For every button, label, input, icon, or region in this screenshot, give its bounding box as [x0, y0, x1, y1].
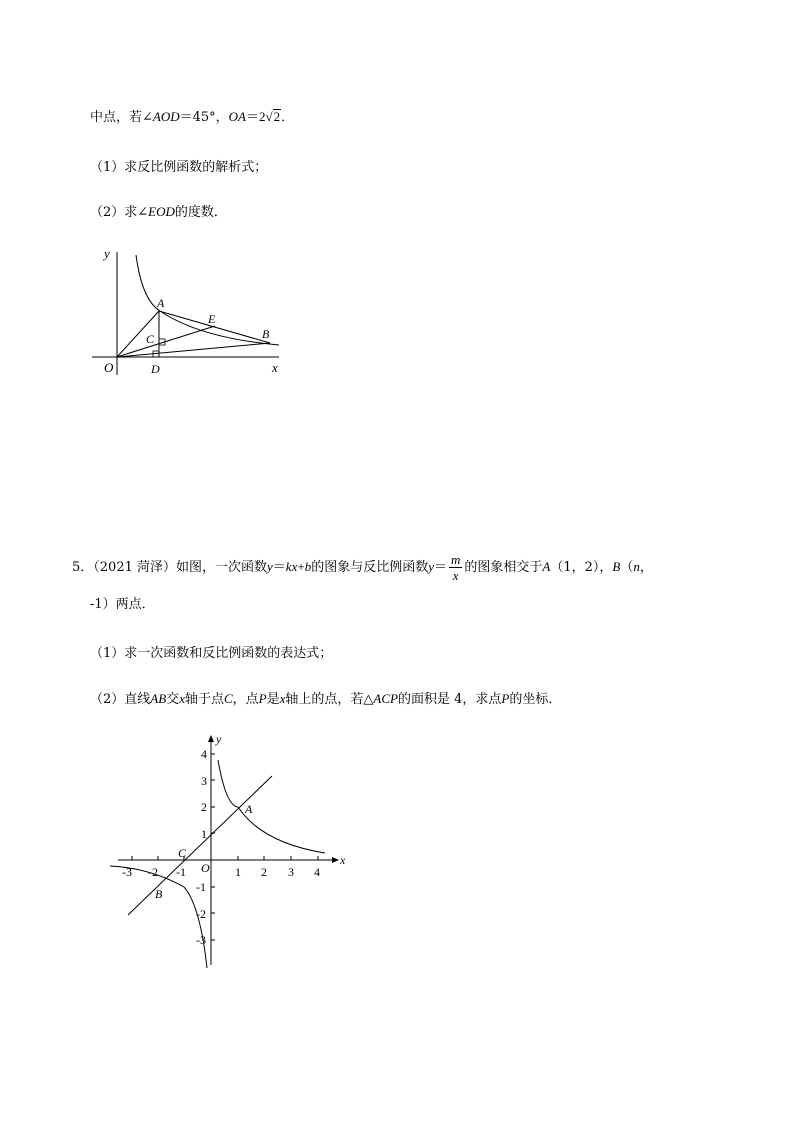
- problem4-question-1: （1）求反比例函数的解析式；: [90, 160, 268, 175]
- y-tick-label: 1: [201, 827, 207, 841]
- label-x: x: [272, 360, 278, 375]
- problem5-question-1: （1）求一次函数和反比例函数的表达式；: [90, 646, 333, 661]
- fraction-numerator: m: [451, 552, 461, 567]
- label-y: y: [104, 246, 110, 261]
- text: ＝: [272, 559, 286, 574]
- var-b: b: [304, 559, 312, 574]
- y-ticks: [211, 754, 215, 940]
- hyperbola-branch-1: [218, 760, 325, 853]
- triangle-acp: ACP: [373, 691, 398, 706]
- text: ＝: [246, 110, 260, 125]
- label-a: A: [157, 296, 165, 310]
- label-b: B: [262, 327, 270, 341]
- point-p: P: [501, 691, 510, 706]
- text: 的坐标．: [509, 692, 562, 707]
- segment-oa: OA: [228, 109, 247, 124]
- text: 中点，若∠: [90, 110, 153, 125]
- text: +: [297, 559, 305, 574]
- text: ．: [281, 110, 295, 125]
- sqrt-value: 2: [273, 109, 281, 124]
- y-tick-label: -1: [196, 880, 206, 894]
- x-tick-labels: [122, 865, 320, 879]
- text: 轴于点: [184, 692, 224, 707]
- line-ab: AB: [150, 691, 167, 706]
- var-y: y: [428, 559, 434, 574]
- label-c: C: [146, 332, 155, 346]
- text: 的图象与反比例函数: [311, 560, 429, 575]
- label-c: C: [178, 846, 187, 860]
- label-b: B: [155, 887, 163, 901]
- text: 交: [166, 692, 180, 707]
- text: 的度数．: [174, 205, 227, 220]
- label-o: O: [201, 861, 210, 875]
- text: ＝45°，: [179, 110, 229, 125]
- text: 的图象相交于: [464, 560, 543, 575]
- point-a: A: [542, 559, 551, 574]
- x-tick-label: 1: [235, 865, 241, 879]
- text: ＝: [433, 559, 447, 574]
- var-x: x: [279, 691, 286, 706]
- y-tick-label: 2: [201, 800, 207, 814]
- x-tick-label: 3: [288, 865, 294, 879]
- y-tick-label: -3: [196, 933, 206, 947]
- sqrt-sign: √: [265, 109, 273, 124]
- var-kx: kx: [285, 559, 298, 574]
- text: （1，2），: [550, 560, 613, 575]
- y-tick-label: -2: [196, 907, 206, 921]
- var-y: y: [267, 559, 273, 574]
- point-b: B: [612, 559, 621, 574]
- label-o: O: [104, 360, 114, 375]
- angle-eod: EOD: [148, 204, 175, 219]
- text: （: [620, 560, 634, 575]
- text: ，: [639, 560, 653, 575]
- x-tick-label: 2: [261, 865, 267, 879]
- x-ticks: [132, 856, 318, 860]
- text: 的面积是 4，求点: [397, 692, 502, 707]
- x-tick-label: 4: [314, 865, 320, 879]
- y-tick-labels: [196, 747, 207, 947]
- label-d: D: [151, 362, 160, 376]
- x-tick-label: -1: [176, 865, 186, 879]
- x-tick-label: -2: [148, 865, 158, 879]
- x-tick-label: -3: [122, 865, 132, 879]
- problem5-statement-line2: -1）两点．: [90, 597, 155, 612]
- label-a: A: [245, 802, 253, 816]
- coefficient: 2: [259, 109, 266, 124]
- label-x: x: [340, 853, 346, 867]
- text: 是: [266, 692, 280, 707]
- y-tick-label: 3: [201, 774, 207, 788]
- label-e: E: [208, 312, 216, 326]
- fraction-denominator: x: [452, 568, 459, 583]
- angle-aod: AOD: [152, 109, 180, 124]
- var-x: x: [179, 691, 185, 706]
- var-n: n: [633, 559, 640, 574]
- point-c: C: [223, 691, 233, 706]
- text: （2）求∠: [90, 205, 149, 220]
- line-ab: [128, 776, 272, 915]
- label-y: y: [216, 732, 222, 746]
- point-p: P: [258, 691, 267, 706]
- text: 轴上的点，若△: [285, 692, 374, 707]
- text: ，点: [232, 692, 259, 707]
- y-tick-label: 4: [201, 747, 207, 761]
- hyperbola-branch-3: [110, 866, 207, 968]
- text: 5．（2021 菏泽）如图，一次函数: [72, 560, 267, 575]
- text: （2）直线: [90, 692, 151, 707]
